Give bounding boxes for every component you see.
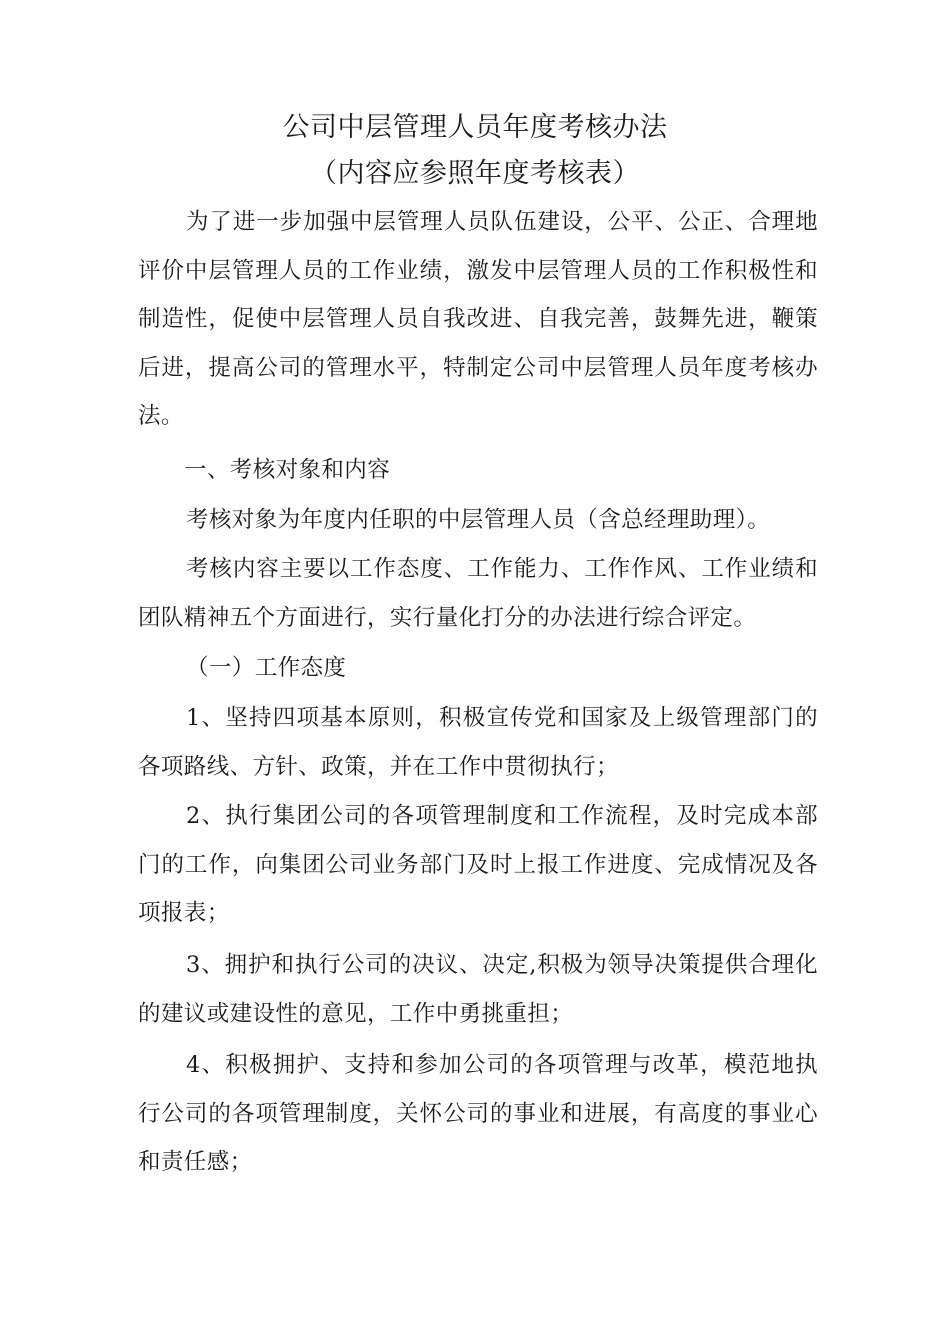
list-item: 3、拥护和执行公司的决议、决定,积极为领导决策提供合理化的建议或建设性的意见，工作中勇挑重担； xyxy=(138,952,818,1027)
section-heading: 一、考核对象和内容 xyxy=(184,457,391,483)
list-item: 1、坚持四项基本原则，积极宣传党和国家及上级管理部门的各项路线、方针、政策，并在工作中贯彻执行； xyxy=(138,705,818,780)
intro-paragraph: 为了进一步加强中层管理人员队伍建设，公平、公正、合理地评价中层管理人员的工作业绩，激发中层管理人员的工作积极性和制造性，促使中层管理人员自我改进、自我完善，鼓舞先进，鞭策后进，提高公司的管理水平，特制定公司中层管理人员年度考核办法。 xyxy=(138,209,818,429)
document-subtitle: （内容应参照年度考核表） xyxy=(310,158,640,189)
subsection-heading: （一）工作态度 xyxy=(186,655,347,681)
paragraph-assessment-object: 考核对象为年度内任职的中层管理人员（含总经理助理）。 xyxy=(186,507,771,533)
paragraph-assessment-content: 考核内容主要以工作态度、工作能力、工作作风、工作业绩和团队精神五个方面进行，实行量化打分的办法进行综合评定。 xyxy=(138,556,818,631)
list-item: 2、执行集团公司的各项管理制度和工作流程，及时完成本部门的工作，向集团公司业务部门及时上报工作进度、完成情况及各项报表； xyxy=(138,803,818,926)
list-item: 4、积极拥护、支持和参加公司的各项管理与改革，模范地执行公司的各项管理制度，关怀公司的事业和进展，有高度的事业心和责任感； xyxy=(138,1052,818,1175)
document-title: 公司中层管理人员年度考核办法 xyxy=(282,112,668,143)
